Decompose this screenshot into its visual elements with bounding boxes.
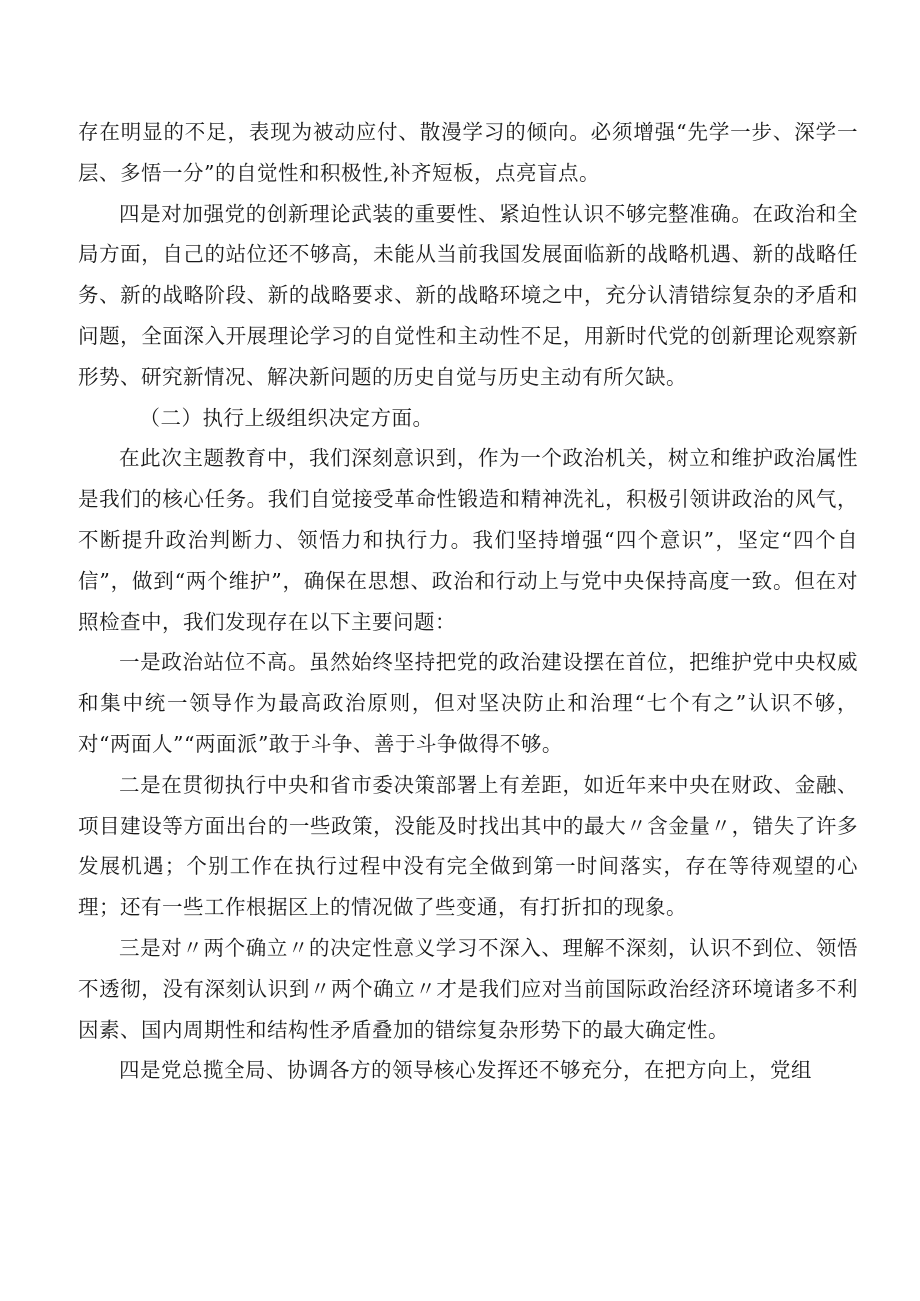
paragraph-issue-one: 一是政治站位不高。虽然始终坚持把党的政治建设摆在首位，把维护党中央权威和集中统一领导作为最高政治原则，但对坚决防止和治理“七个有之”认识不够，对“两面人”“两面派”敢于斗争、善于斗争做得不够。 bbox=[78, 650, 858, 756]
paragraph-theory-armament: 四是对加强党的创新理论武装的重要性、紧迫性认识不够完整准确。在政治和全局方面，自己的站位还不够高，未能从当前我国发展面临新的战略机遇、新的战略任务、新的战略阶段、新的战略要求、新的战略环境之中，充分认清错综复杂的矛盾和问题，全面深入开展理论学习的自觉性和主动性不足，用新时代党的创新理论观察新形势、研究新情况、解决新问题的历史自觉与历史主动有所欠缺。 bbox=[78, 201, 858, 389]
paragraph-issue-four: 四是党总揽全局、协调各方的领导核心发挥还不够充分，在把方向上，党组 bbox=[119, 1058, 812, 1083]
paragraph-theme-education: 在此次主题教育中，我们深刻意识到，作为一个政治机关，树立和维护政治属性是我们的核心任务。我们自觉接受革命性锻造和精神洗礼，积极引领讲政治的风气，不断提升政治判断力、领悟力和执行力。我们坚持增强“四个意识”，坚定“四个自信”，做到“两个维护”，确保在思想、政治和行动上与党中央保持高度一致。但在对照检查中，我们发现存在以下主要问题： bbox=[78, 446, 858, 634]
section-heading: （二）执行上级组织决定方面。 bbox=[139, 405, 434, 430]
document-body bbox=[78, 112, 858, 1091]
paragraph-continuation: 存在明显的不足，表现为被动应付、散漫学习的倾向。必须增强“先学一步、深学一层、多悟一分”的自觉性和积极性,补齐短板，点亮盲点。 bbox=[78, 120, 858, 185]
paragraph-issue-three: 三是对〃两个确立〃的决定性意义学习不深入、理解不深刻，认识不到位、领悟不透彻，没有深刻认识到〃两个确立〃才是我们应对当前国际政治经济环境诸多不利因素、国内周期性和结构性矛盾叠加的错综复杂形势下的最大确定性。 bbox=[78, 935, 858, 1042]
paragraph-issue-two: 二是在贯彻执行中央和省市委决策部署上有差距，如近年来中央在财政、金融、项目建设等方面出台的一些政策，没能及时找出其中的最大〃含金量〃，错失了许多发展机遇；个别工作在执行过程中没有完全做到第一时间落实，存在等待观望的心理；还有一些工作根据区上的情况做了些变通，有打折扣的现象。 bbox=[78, 772, 858, 920]
